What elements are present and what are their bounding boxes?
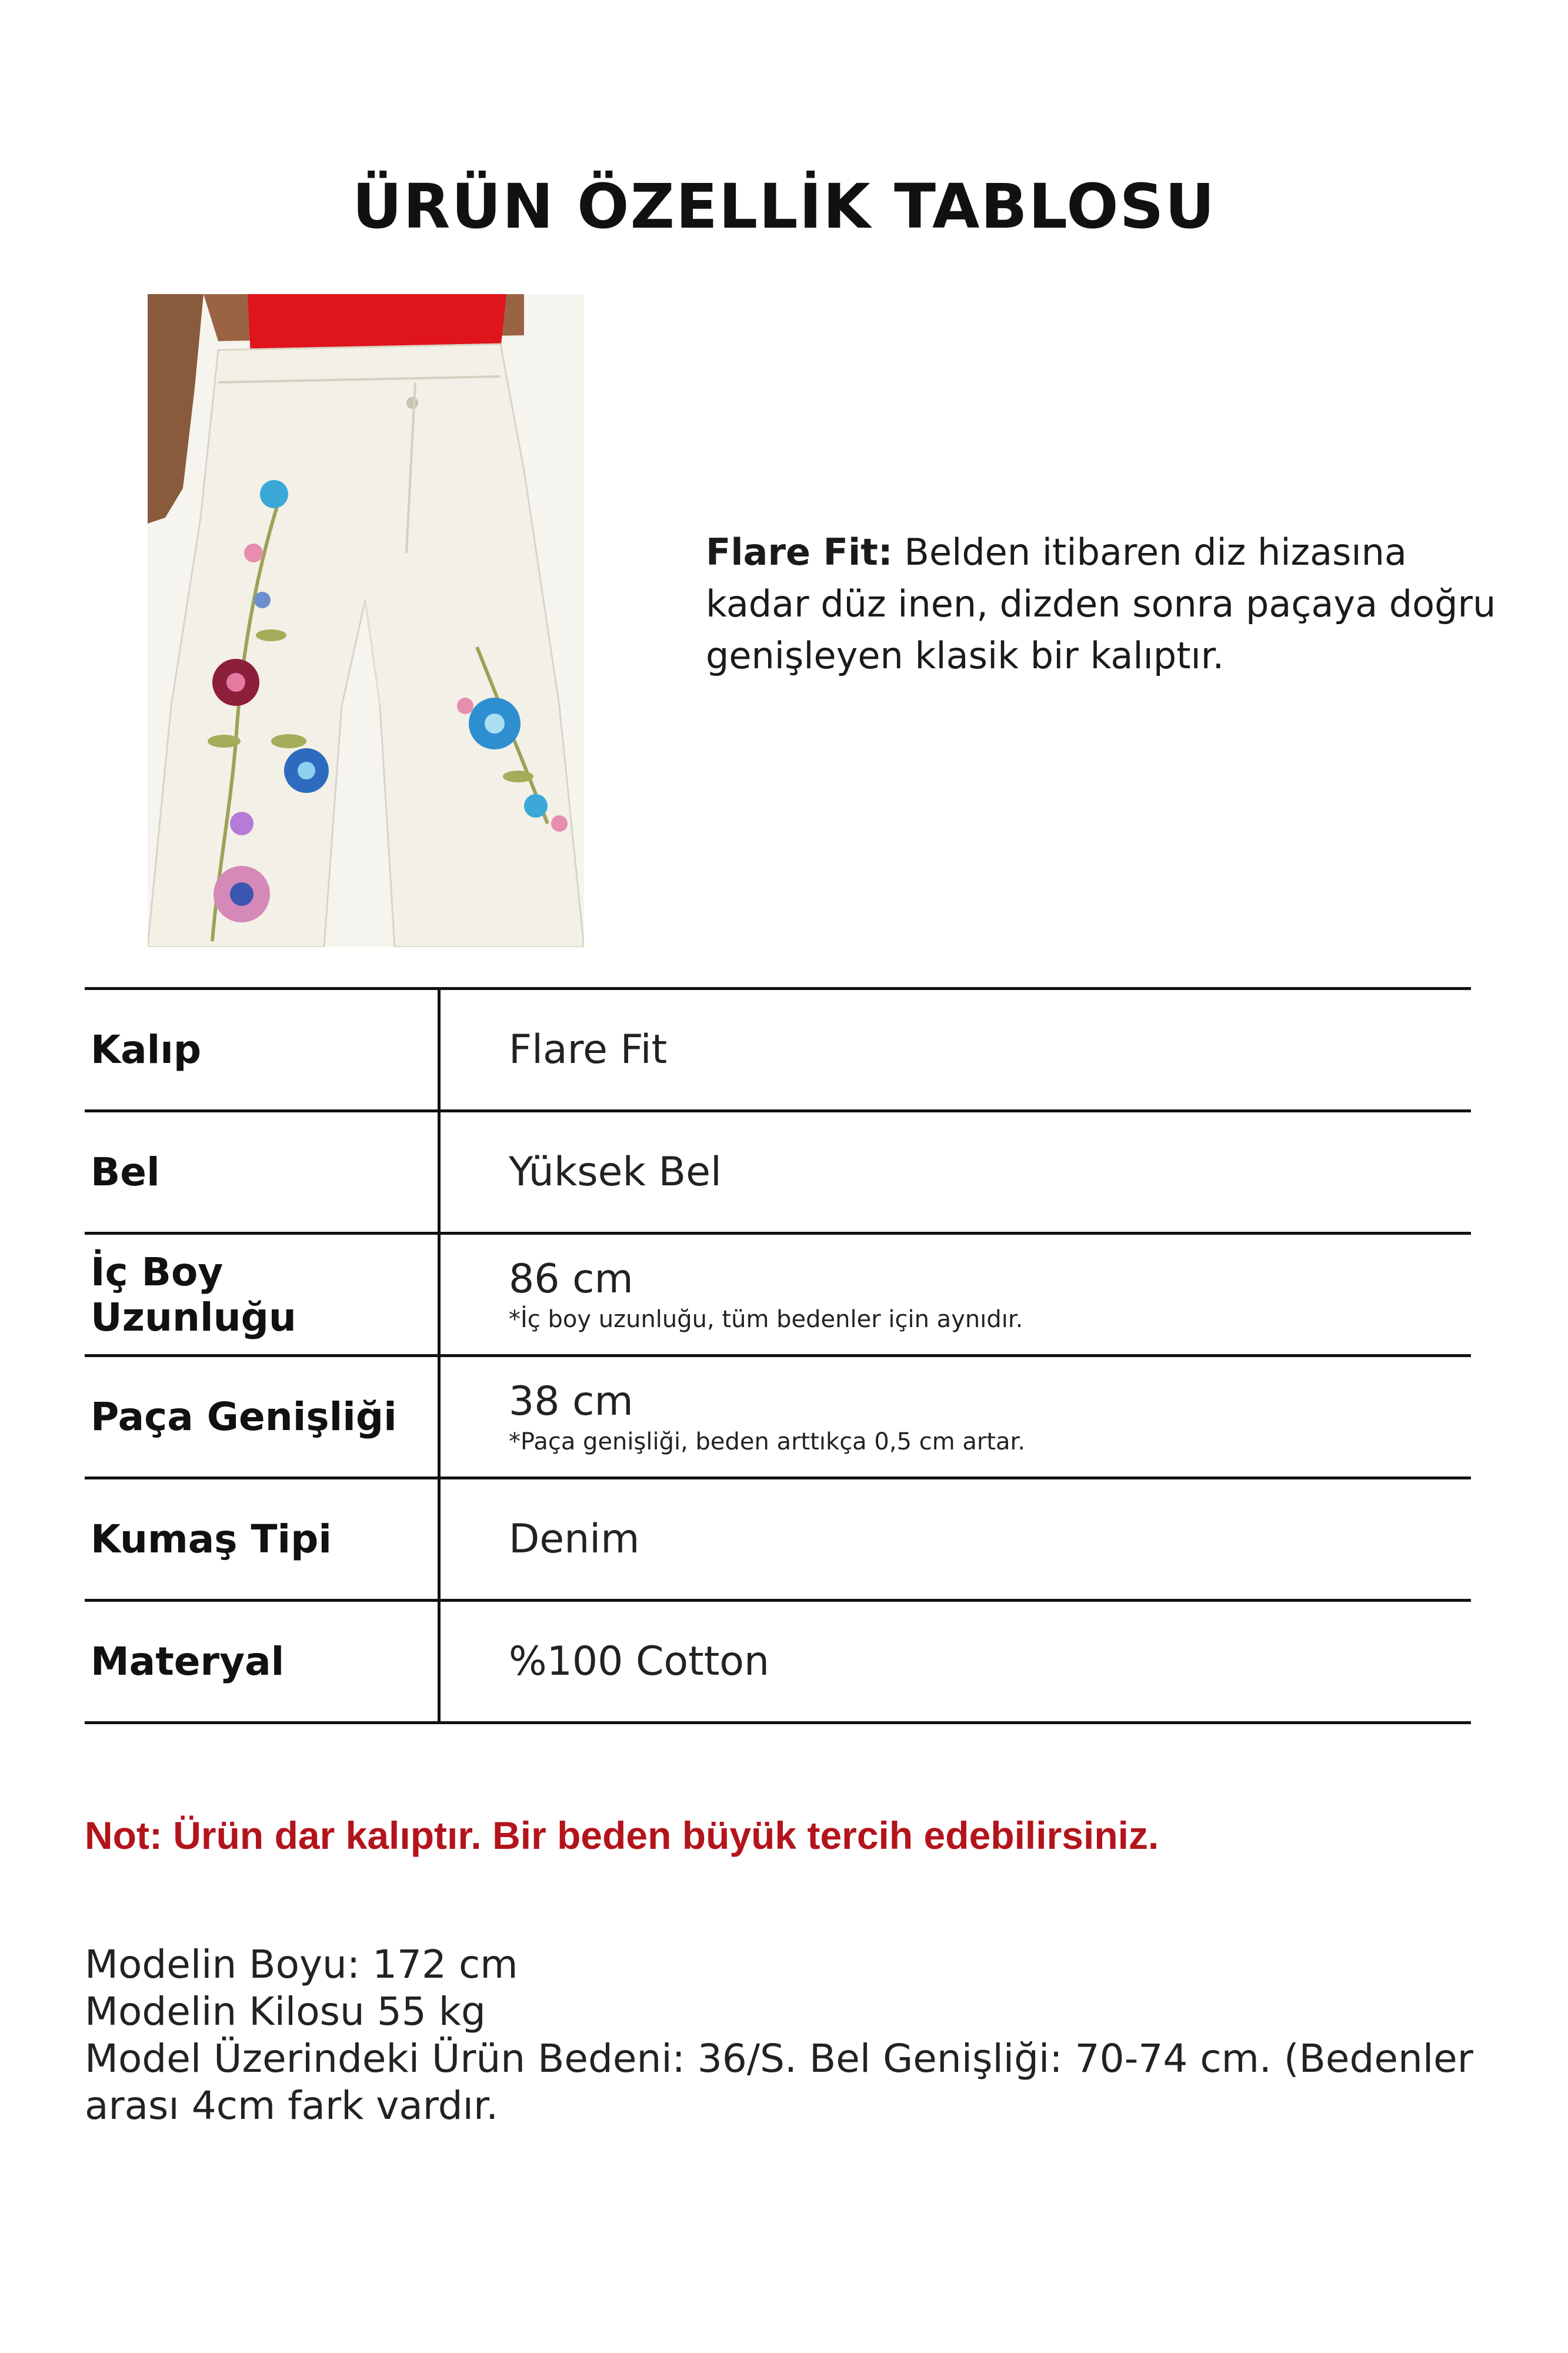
spec-note: *Paça genişliği, beden arttıkça 0,5 cm artar. (509, 1428, 1026, 1455)
spec-value-text: Yüksek Bel (509, 1149, 722, 1195)
spec-value (439, 1234, 1472, 1356)
spec-value (439, 1478, 1472, 1601)
spec-value-text: 86 cm (509, 1256, 633, 1302)
fit-label: Flare Fit: (706, 531, 893, 574)
spec-value (439, 1111, 1472, 1234)
size-note: Not: Ürün dar kalıptır. Bir beden büyük tercih edebilirsiniz. (85, 1814, 1159, 1857)
spec-key: Bel (85, 1111, 439, 1234)
spec-value-text: %100 Cotton (509, 1638, 770, 1685)
spec-value (439, 1601, 1472, 1723)
table-row (85, 989, 1471, 1111)
spec-note: *İç boy uzunluğu, tüm bedenler için aynıdır. (509, 1306, 1023, 1333)
spec-table (85, 987, 1471, 1724)
spec-key: Materyal (85, 1601, 439, 1723)
table-row (85, 1601, 1471, 1723)
spec-key: İç Boy Uzunluğu (85, 1234, 439, 1356)
table-row (85, 1234, 1471, 1356)
table-row (85, 1111, 1471, 1234)
model-height: Modelin Boyu: 172 cm (85, 1942, 518, 1987)
spec-key: Paça Genişliği (85, 1356, 439, 1478)
spec-value (439, 1356, 1472, 1478)
model-info (85, 1941, 1484, 2129)
fit-text: Belden itibaren diz hizasına kadar düz inen, dizden sonra paçaya doğru genişleyen klasik bir kalıptır. (706, 531, 1496, 677)
table-row (85, 1356, 1471, 1478)
table-row (85, 1478, 1471, 1601)
model-weight: Modelin Kilosu 55 kg (85, 1989, 486, 2034)
spec-value (439, 989, 1472, 1111)
spec-value-text: Flare Fit (509, 1026, 668, 1073)
spec-key: Kalıp (85, 989, 439, 1111)
page-title: ÜRÜN ÖZELLİK TABLOSU (352, 171, 1216, 242)
spec-value-text: Denim (509, 1516, 640, 1562)
spec-value-text: 38 cm (509, 1378, 633, 1425)
spec-key: Kumaş Tipi (85, 1478, 439, 1601)
fit-description (706, 526, 1517, 682)
model-size: Model Üzerindeki Ürün Bedeni: 36/S. Bel Genişliği: 70-74 cm. (Bedenler arası 4cm fark vardır. (85, 2036, 1473, 2128)
product-photo (148, 294, 584, 947)
